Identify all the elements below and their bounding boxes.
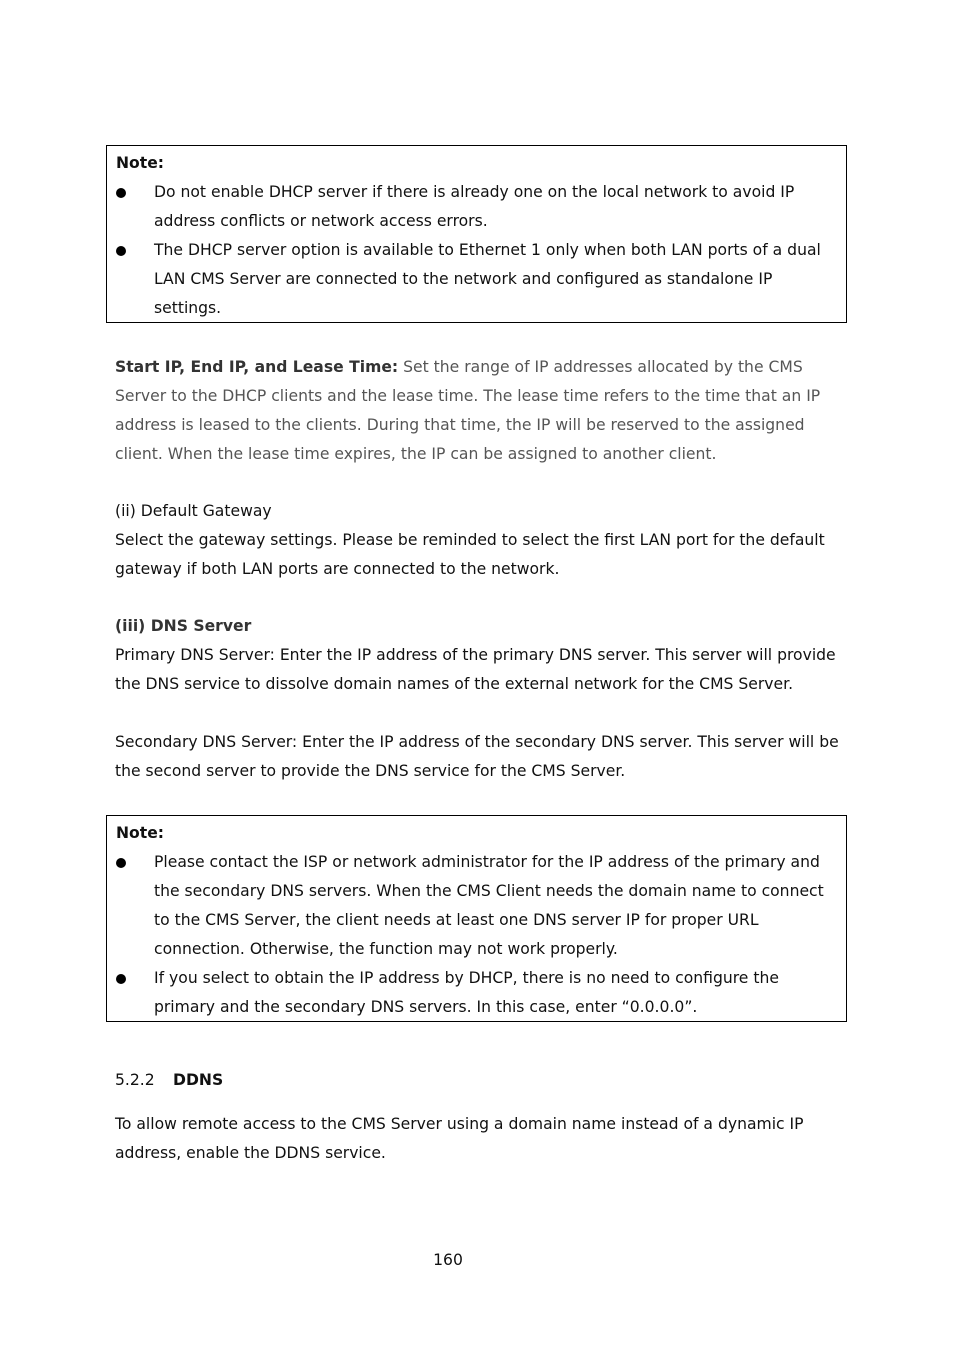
- bullet-icon: [116, 246, 126, 256]
- note-item: [116, 848, 838, 964]
- note-item-text: The DHCP server option is available to Ethernet 1 only when both LAN ports of a dual LAN CMS Server are connected to the network and configured as standalone IP settings.: [154, 241, 821, 317]
- ddns-text: To allow remote access to the CMS Server using a domain name instead of a dynamic IP address, enable the DDNS service.: [115, 1115, 804, 1162]
- note-title: Note:: [116, 154, 165, 172]
- primary-dns-text: Primary DNS Server: Enter the IP address of the primary DNS server. This server will provide the DNS service to dissolve domain names of the external network for the CMS Server.: [115, 646, 836, 693]
- dns-heading: (iii) DNS Server: [115, 617, 252, 635]
- page-number: 160: [433, 1251, 463, 1269]
- secondary-dns-text: Secondary DNS Server: Enter the IP address of the secondary DNS server. This server will be the second server to provide the DNS service for the CMS Server.: [115, 733, 839, 780]
- note-box-dhcp: [106, 145, 847, 323]
- start-ip-lead: Start IP, End IP, and Lease Time:: [115, 358, 399, 376]
- bullet-icon: [116, 188, 126, 198]
- ddns-section-heading: [115, 1066, 855, 1095]
- start-ip-text: Set the range of IP addresses allocated by the CMS Server to the DHCP clients and the lease time. The lease time refers to the time that an IP address is leased to the clients. During that time, the IP will be reserved to the assigned client. When the lease time expires, the IP can be assigned to another client.: [115, 358, 821, 463]
- bullet-icon: [116, 858, 126, 868]
- note-item: [116, 178, 838, 236]
- note-title: Note:: [116, 824, 165, 842]
- note-box-dns: [106, 815, 847, 1022]
- note-item-text: If you select to obtain the IP address by DHCP, there is no need to configure the primary and the secondary DNS servers. In this case, enter “0.0.0.0”.: [154, 969, 779, 1016]
- start-ip-paragraph: [115, 353, 855, 469]
- gateway-text: Select the gateway settings. Please be reminded to select the first LAN port for the default gateway if both LAN ports are connected to the network.: [115, 531, 825, 578]
- note-item: [116, 236, 838, 323]
- gateway-heading: (ii) Default Gateway: [115, 502, 272, 520]
- bullet-icon: [116, 974, 126, 984]
- note-item-text: Please contact the ISP or network administrator for the IP address of the primary and the secondary DNS servers. When the CMS Client needs the domain name to connect to the CMS Server, the client needs at least one DNS server IP for proper URL connection. Otherwise, the function may not work properly.: [154, 853, 824, 958]
- section-title: DDNS: [173, 1071, 224, 1089]
- note-item-text: Do not enable DHCP server if there is already one on the local network to avoid IP address conflicts or network access errors.: [154, 183, 795, 230]
- note-item: [116, 964, 838, 1022]
- section-number: 5.2.2: [115, 1071, 155, 1089]
